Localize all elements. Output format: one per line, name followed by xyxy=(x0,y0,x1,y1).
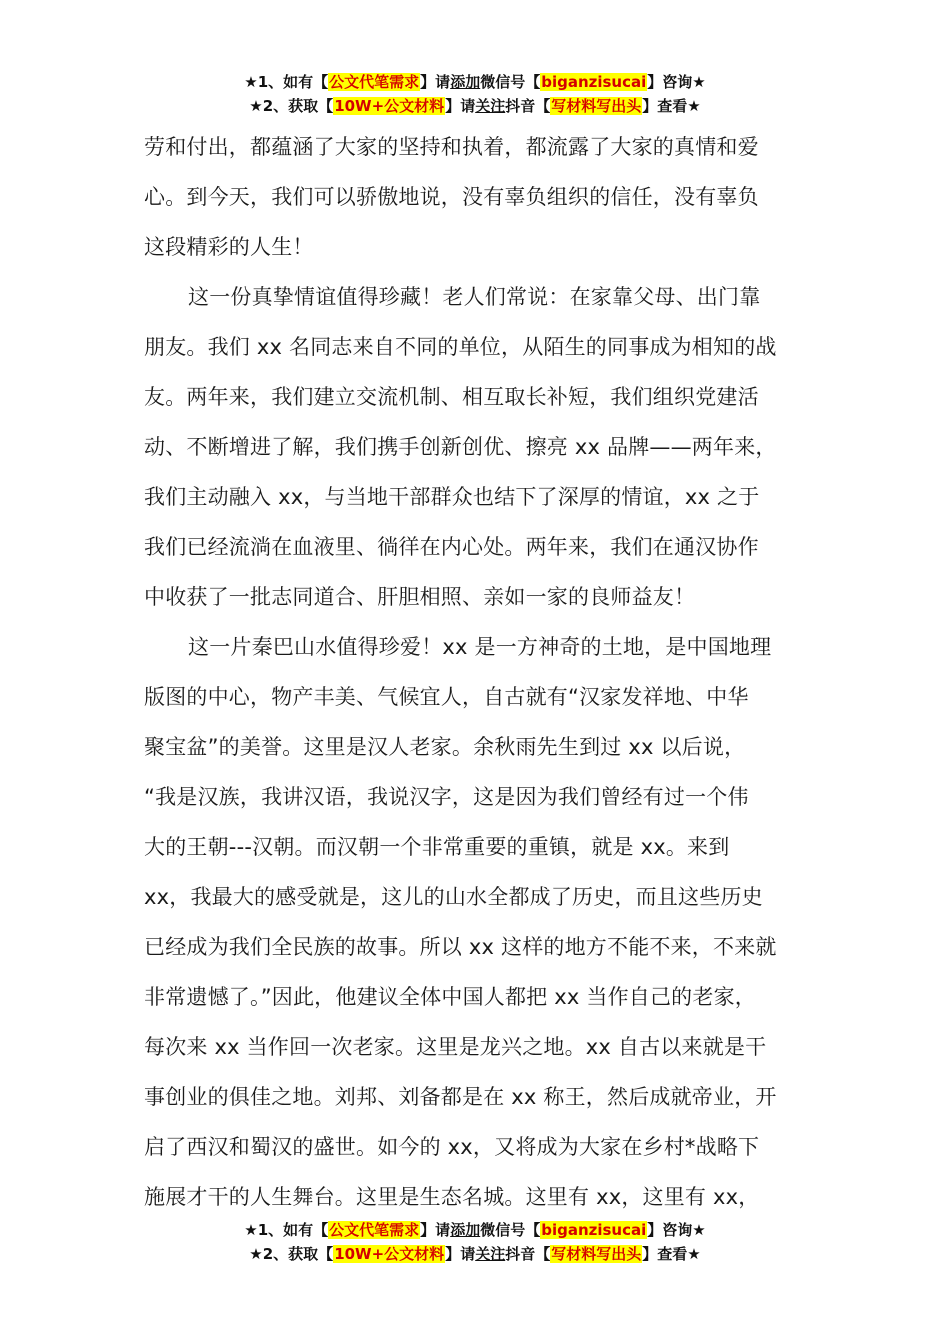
banner-text: 】请 xyxy=(420,73,451,91)
banner-text: 】咨询★ xyxy=(647,73,706,91)
banner-underlined-text: 添加 xyxy=(450,1221,481,1239)
banner-text: 抖音【 xyxy=(505,1245,551,1263)
body-line: 已经成为我们全民族的故事。所以 xx 这样的地方不能不来，不来就 xyxy=(144,935,777,959)
body-line: 聚宝盆”的美誉。这里是汉人老家。余秋雨先生到过 xx 以后说， xyxy=(144,735,746,759)
banner-text: 】查看★ xyxy=(642,97,701,115)
body-line: 事创业的俱佳之地。刘邦、刘备都是在 xx 称王，然后成就帝业，开 xyxy=(144,1085,777,1109)
banner-line-2 xyxy=(0,1242,950,1266)
body-line: 这段精彩的人生！ xyxy=(144,235,314,259)
banner-text: 】请 xyxy=(420,1221,451,1239)
banner-text: 微信号【 xyxy=(480,1221,541,1239)
banner-text: 抖音【 xyxy=(505,97,551,115)
body-line: 我们已经流淌在血液里、徜徉在内心处。两年来，我们在通汉协作 xyxy=(144,535,759,559)
banner-highlight: 10W+公文材料 xyxy=(334,1245,445,1263)
body-line: 每次来 xx 当作回一次老家。这里是龙兴之地。xx 自古以来就是干 xyxy=(144,1035,767,1059)
banner-highlight: biganzisucai xyxy=(541,73,647,91)
body-line: 非常遗憾了。”因此，他建议全体中国人都把 xx 当作自己的老家， xyxy=(144,985,756,1009)
body-line: 版图的中心，物产丰美、气候宜人，自古就有“汉家发祥地、中华 xyxy=(144,685,749,709)
body-line: “我是汉族，我讲汉语，我说汉字，这是因为我们曾经有过一个伟 xyxy=(144,785,749,809)
paragraph-start-line: 这一片秦巴山水值得珍爱！xx 是一方神奇的土地，是中国地理 xyxy=(188,635,772,659)
body-line: 劳和付出，都蕴涵了大家的坚持和执着，都流露了大家的真情和爱 xyxy=(144,135,759,159)
header-banner xyxy=(0,70,950,118)
banner-text: 】请 xyxy=(445,1245,476,1263)
banner-underlined-text: 添加 xyxy=(450,73,481,91)
banner-highlight: 10W+公文材料 xyxy=(334,97,445,115)
banner-text: 微信号【 xyxy=(480,73,541,91)
banner-underlined-text: 关注 xyxy=(475,97,506,115)
banner-text: 】咨询★ xyxy=(647,1221,706,1239)
banner-text: ★2、获取【 xyxy=(249,1245,334,1263)
body-line: 我们主动融入 xx，与当地干部群众也结下了深厚的情谊，xx 之于 xyxy=(144,485,760,509)
banner-highlight: 公文代笔需求 xyxy=(329,73,420,91)
banner-highlight: biganzisucai xyxy=(541,1221,647,1239)
banner-highlight: 写材料写出头 xyxy=(551,97,642,115)
banner-text: ★2、获取【 xyxy=(249,97,334,115)
body-line: 友。两年来，我们建立交流机制、相互取长补短，我们组织党建活 xyxy=(144,385,759,409)
body-line: 朋友。我们 xx 名同志来自不同的单位，从陌生的同事成为相知的战 xyxy=(144,335,777,359)
banner-line-2 xyxy=(0,94,950,118)
body-line: 大的王朝---汉朝。而汉朝一个非常重要的重镇，就是 xx。来到 xyxy=(144,835,730,859)
banner-text: 】请 xyxy=(445,97,476,115)
banner-line-1 xyxy=(0,70,950,94)
body-line: 施展才干的人生舞台。这里是生态名城。这里有 xx，这里有 xx， xyxy=(144,1185,760,1209)
body-line: 启了西汉和蜀汉的盛世。如今的 xx，又将成为大家在乡村*战略下 xyxy=(144,1135,760,1159)
banner-line-1 xyxy=(0,1218,950,1242)
banner-highlight: 公文代笔需求 xyxy=(329,1221,420,1239)
body-line: 动、不断增进了解，我们携手创新创优、擦亮 xx 品牌——两年来， xyxy=(144,435,777,459)
banner-text: ★1、如有【 xyxy=(244,73,329,91)
paragraph-start-line: 这一份真挚情谊值得珍藏！老人们常说：在家靠父母、出门靠 xyxy=(188,285,761,309)
document-body xyxy=(144,122,808,1222)
banner-text: ★1、如有【 xyxy=(244,1221,329,1239)
banner-text: 】查看★ xyxy=(642,1245,701,1263)
body-line: xx，我最大的感受就是，这儿的山水全都成了历史，而且这些历史 xyxy=(144,885,763,909)
banner-underlined-text: 关注 xyxy=(475,1245,506,1263)
footer-banner xyxy=(0,1218,950,1266)
body-line: 心。到今天，我们可以骄傲地说，没有辜负组织的信任，没有辜负 xyxy=(144,185,759,209)
body-line: 中收获了一批志同道合、肝胆相照、亲如一家的良师益友！ xyxy=(144,585,696,609)
banner-highlight: 写材料写出头 xyxy=(551,1245,642,1263)
